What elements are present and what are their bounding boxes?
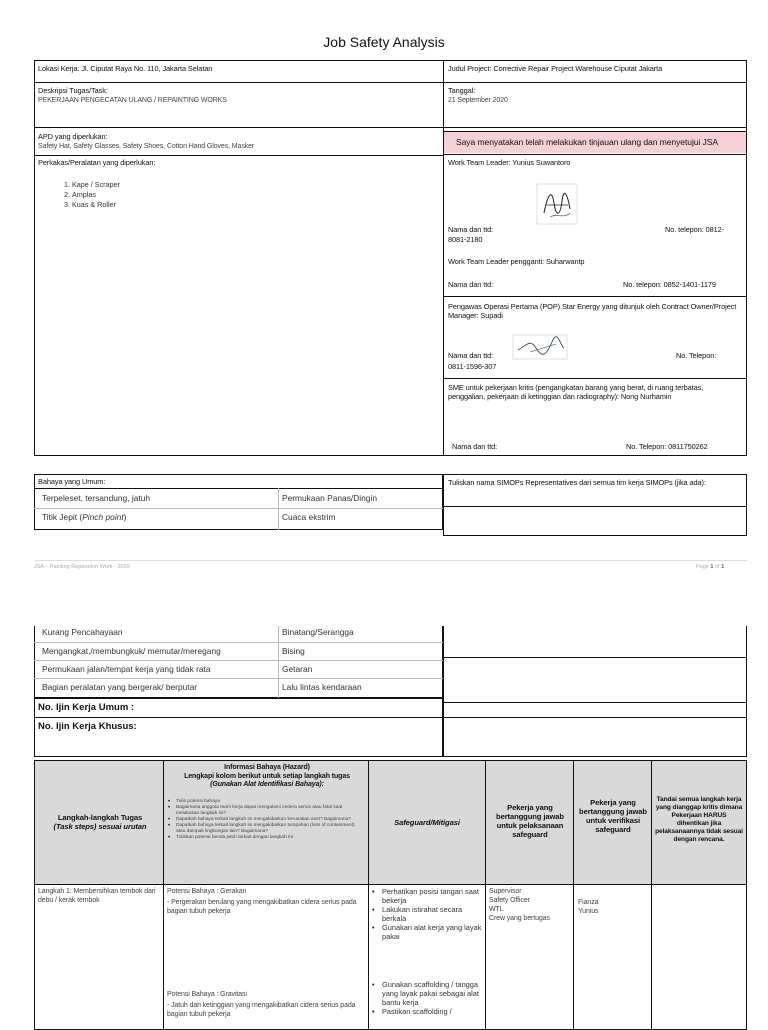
hazard-item: Binatang/Serangga xyxy=(282,627,354,637)
hazard-2-title: Potensi Bahaya : Gravitasi xyxy=(167,991,247,998)
hazard-item: Bagian peralatan yang bergerak/ berputar xyxy=(42,682,198,692)
ijin-kerja-umum: No. Ijin Kerja Umum : xyxy=(38,702,135,713)
wtl-sub-sign-label: Nama dan ttd: xyxy=(448,280,494,289)
ijin-kerja-khusus: No. Ijin Kerja Khusus: xyxy=(38,721,137,732)
col-header-critical-steps: Tandai semua langkah kerja yang dianggap kritis dimana Pekerjaan HARUS dihentikan jika pelaksanaannya tidak sesuai dengan rencana. xyxy=(655,796,743,843)
hazard-item: Lalu lintas kendaraan xyxy=(282,682,362,692)
pop-phone: 0811-1596-307 xyxy=(448,362,497,371)
signature-image xyxy=(536,183,578,225)
hazard-item: Permukaan Panas/Dingin xyxy=(282,493,377,503)
hazard-item: Titik Jepit (Pinch point) xyxy=(42,512,127,522)
page-separator xyxy=(0,590,768,626)
work-team-leader: Work Team Leader: Yunius Suwantoro xyxy=(448,158,571,167)
wtl-phone: No. telepon: 0812- xyxy=(665,225,725,234)
sme-phone: No. Telepon: 0811750262 xyxy=(626,442,708,451)
hazard-item: Bising xyxy=(282,646,305,656)
simops-label: Tuliskan nama SIMOPs Representatives dari semua tim kerja SIMOPs (jika ada): xyxy=(448,478,706,487)
responsible-list: Supervisor Safety Officer WTL Crew yang bertugas xyxy=(489,888,550,922)
sme-sign-label: Nama dan ttd: xyxy=(452,442,498,451)
col-header-verifier: Pekerja yang bertanggung jawab untuk verifikasi safeguard xyxy=(579,798,647,834)
list-item: • Gunakan scaffolding / tangga yang layak pakai sebagai alat bantu kerja xyxy=(372,980,482,1007)
perkakas-label: Perkakas/Peralatan yang diperlukan: xyxy=(38,158,156,167)
lokasi-kerja: Lokasi Kerja: Jl. Ciputat Raya No. 110, Jakarta Selatan xyxy=(38,64,213,73)
apd-value: Safety Hat, Safety Glasses, Safety Shoes, Cotton Hand Gloves, Masker xyxy=(38,143,255,150)
verifier-list: Fianza Yunius xyxy=(578,899,599,915)
hazard-item: Mengangkat,/membungkuk/ memutar/meregang xyxy=(42,646,221,656)
hazard-item: Permukaan jalan/tempat kerja yang tidak rata xyxy=(42,664,211,674)
bahaya-umum-label: Bahaya yang Umum: xyxy=(38,477,106,486)
pop-info: Pengawas Operasi Pertama (POP) Star Energy yang ditunjuk oleh Contract Owner/Project Manager: Supadi xyxy=(448,302,737,320)
col-header-hazard: Informasi Bahaya (Hazard) Lengkapi kolom berikut untuk setiap langkah tugas (Gunakan Alat Identifikasi Bahaya): xyxy=(184,764,350,788)
hazard-item: Getaran xyxy=(282,664,313,674)
wtl-substitute: Work Team Leader pengganti: Suharwantp xyxy=(448,257,585,266)
hazard-guidance-list: • Tulis potensi bahaya • Bagaimana anggota team kerja dapat mengalami cedera serius atau fatal saat melakukan langkah ini? • Dapatkah bahaya terkait langkah ini mengakibatkan kerusakan aset? Bagaimana? • Dapatkah bahaya terkait langkah ini mengakibatkan tumpahan (loss of containment) atau dampak lingkungan lain? Bagaimana? • Tuliskan potensi benda jatuh terkait dengan langkah ini xyxy=(168,799,364,841)
deskripsi-label: Deskripsi Tugas/Task: xyxy=(38,86,108,95)
list-item: • Pastikan scaffolding / xyxy=(372,1007,482,1016)
list-item: 2. Amplas xyxy=(72,190,120,200)
list-item: • Gunakan alat kerja yang layak pakai xyxy=(372,923,482,941)
list-item: 3. Kuas & Roller xyxy=(72,200,120,210)
page-number: Page 1 of 1 xyxy=(696,564,725,570)
pop-sign-label: Nama dan ttd: xyxy=(448,351,494,360)
wtl-phone-cont: 8081-2180 xyxy=(448,235,483,244)
list-item: • Perhatikan posisi tangan saat bekerja xyxy=(372,887,482,905)
footer-doc-name: JSA – Painting Reparation Work - 2020 xyxy=(34,564,130,570)
perkakas-list xyxy=(60,180,120,210)
wtl-sign-label: Nama dan ttd: xyxy=(448,225,494,234)
list-item: 1. Kape / Scraper xyxy=(72,180,120,190)
hazard-1-title: Potensi Bahaya : Gerakan xyxy=(167,888,247,895)
tanggal-value: 21 September 2020 xyxy=(448,97,508,104)
pop-phone-label: No. Telepon: xyxy=(676,351,717,360)
hazard-item: Kurang Pencahayaan xyxy=(42,627,123,637)
safeguard-list-2 xyxy=(372,980,482,1016)
document-title: Job Safety Analysis xyxy=(323,34,445,50)
wtl-sub-phone: No. telepon: 0852-1401-1179 xyxy=(623,280,716,289)
signature-image xyxy=(512,334,568,360)
list-item: • Lakukan istirahat secara berkala xyxy=(372,905,482,923)
sme-info: SME untuk pekerjaan kritis (pengangkatan barang yang berat, di ruang terbatas, penggalian, pekerjaan di ketinggian dan radiography): Nong Nurhamin xyxy=(448,383,704,401)
hazard-2-desc: - Jatuh dari ketinggian yang mengakibatkan cidera serius pada bagian tubuh pekerja xyxy=(167,1002,356,1018)
approval-statement: Saya menyatakan telah melakukan tinjauan ulang dan menyetujui JSA xyxy=(456,137,718,147)
apd-label: APD yang diperlukan: xyxy=(38,132,108,141)
tanggal-label: Tanggal: xyxy=(448,86,476,95)
simops-continuation xyxy=(443,626,747,757)
hazard-item: Terpeleset, tersandung, jatuh xyxy=(42,493,151,503)
task-step-1: Langkah 1: Membersihkan tembok dari debu / kerak tembok xyxy=(38,888,156,904)
col-header-responsible: Pekerja yang bertanggung jawab untuk pelaksanaan safeguard xyxy=(496,803,564,839)
hazard-item: Cuaca ekstrim xyxy=(282,512,336,522)
col-header-safeguard: Safeguard/Mitigasi xyxy=(394,818,460,827)
col-header-task-steps: Langkah-langkah Tugas (Task steps) sesuai urutan xyxy=(53,813,147,831)
safeguard-list-1 xyxy=(372,887,482,941)
judul-project: Judul Project: Corrective Repair Project Warehouse Ciputat Jakarta xyxy=(448,64,663,73)
hazard-1-desc: - Pergerakan berulang yang mengakibatkan cidera serius pada bagian tubuh pekerja xyxy=(167,899,357,915)
deskripsi-value: PEKERJAAN PENGECATAN ULANG / REPAINTING WORKS xyxy=(38,97,227,104)
